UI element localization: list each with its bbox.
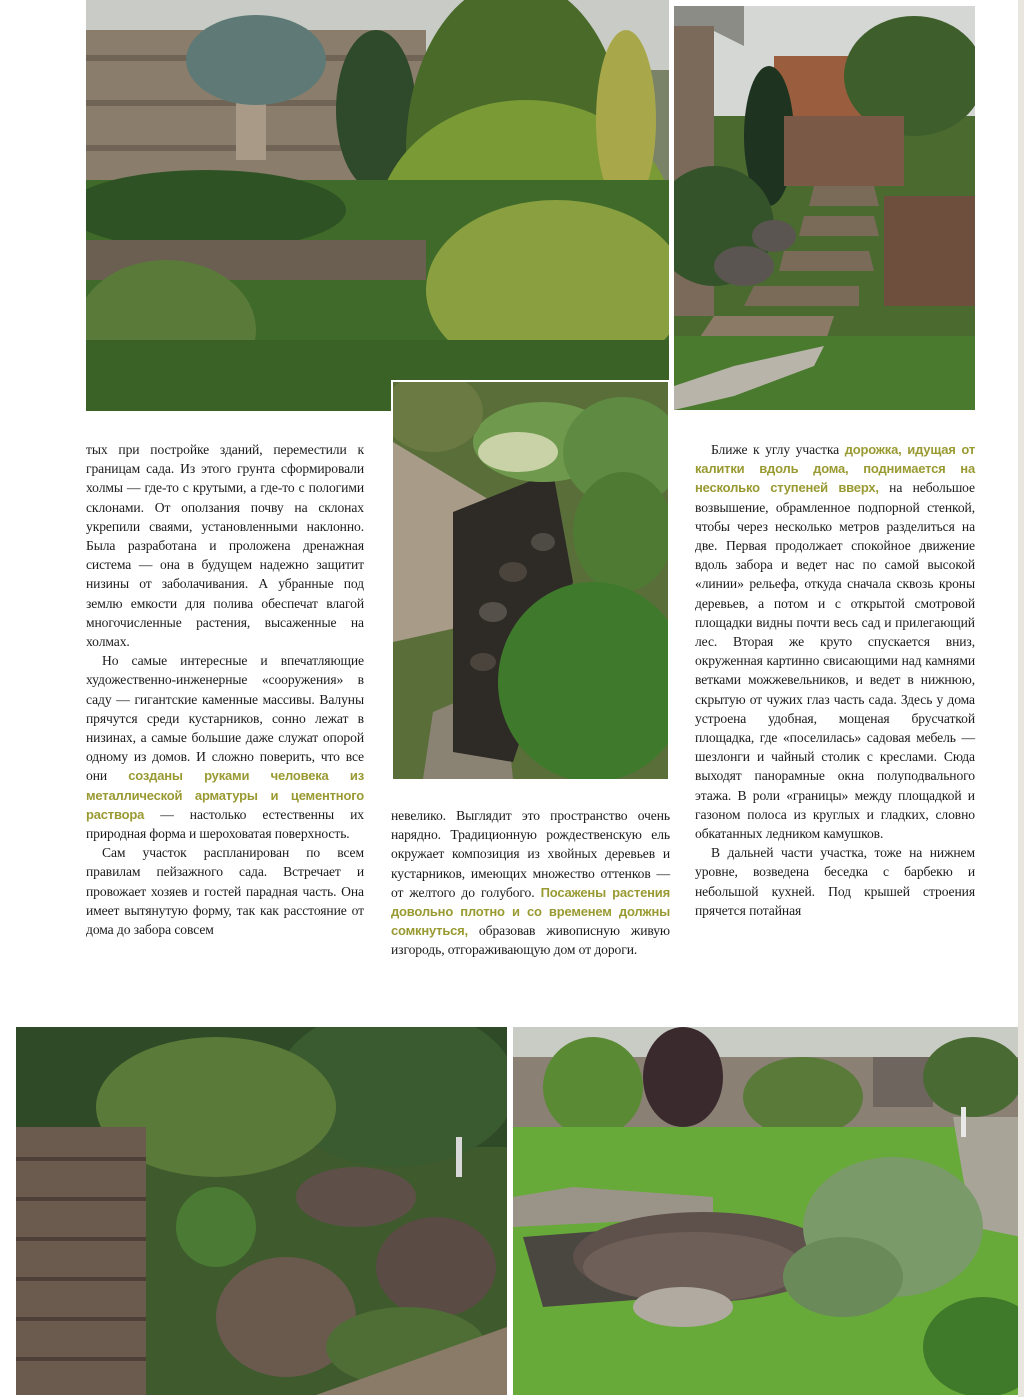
photo-rock-garden (16, 1027, 507, 1395)
text-column-middle (391, 806, 670, 960)
text-run: невелико. Выглядит это пространство очень нарядно. Традиционную рождественскую ель окружает композиция из хвойных деревьев и кустарников, имеющих множество оттенков — от желтого до голубого. (391, 808, 670, 900)
text-run: Ближе к углу участка (711, 442, 845, 457)
paragraph (86, 651, 364, 843)
text-column-left (86, 440, 364, 939)
highlight-text: созданы руками человека из металлической арматуры и цементного раствора (86, 768, 364, 822)
highlight-text: Посажены растения довольно плотно и со временем должны сомкнуться, (391, 884, 670, 939)
text-run: Но самые интересные и впечатляющие художественно-инженерные «сооружения» в саду — гигантские каменные массивы. Валуны прячутся среди кустарников, сонно лежат в низинах, а самые большие даже служат опорой одному из домов. И сложно поверить, что все они (86, 653, 364, 784)
paragraph (391, 806, 670, 960)
highlight-text: дорожка, идущая от калитки вдоль дома, поднимается на несколько ступеней вверх, (695, 442, 975, 496)
page-edge-strip (1018, 0, 1024, 1397)
text-run: на небольшое возвышение, обрамленное подпорной стенкой, чтобы через несколько метров разделиться на две. Первая продолжает спокойное движение вдоль забора и ведет нас по самой высокой «линии» рельефа, откуда сначала сквозь кроны деревьев, а потом и с открытой смотровой площадки видны почти весь сад и прилегающий лес. Вторая же круто спускается вниз, окруженная картинно свисающими над камнями ветками можжевельников, и ведет в нижнюю, скрытую от чужих глаз часть сада. Здесь у дома устроена удобная, мощеная брусчаткой площадка, где «поселилась» садовая мебель — шезлонги и чайный столик с креслами. Сюда выходят панорамные окна полуподвального этажа. В роли «границы» между площадкой и газоном полоса из круглых и гладких, словно обкатанных ледником камушков. (695, 480, 975, 842)
paragraph: Сам участок распланирован по всем правилам пейзажного сада. Встречает и провожает хозяев и гостей парадная часть. Она имеет вытянутую форму, так как расстояние от дома до забора совсем (86, 845, 364, 938)
text-column-right (695, 440, 975, 920)
paragraph: тых при постройке зданий, переместили к границам сада. Из этого грунта сформировали холмы — где-то с крутыми, а где-то с пологими склонами. От оползания почву на склонах укрепили сваями, установленными наклонно. Была разработана и проложена дренажная система — она в будущем надежно защитит низины от заболачивания. А убранные под землю емкости для полива обеспечат влагой многочисленные растения, высаженные на холмах. (86, 442, 364, 650)
photo-lawn-boulder (513, 1027, 1021, 1395)
paragraph (695, 440, 975, 843)
text-run: образовав живописную живую изгородь, отгораживающую дом от дороги. (391, 923, 670, 958)
text-run: — настолько естественны их природная форма и шероховатая поверхность. (86, 806, 364, 842)
photo-hosta-pebbles (391, 380, 670, 781)
photo-stone-steps (674, 6, 975, 410)
photo-garden-conifers (86, 0, 669, 411)
paragraph: В дальней части участка, тоже на нижнем уровне, возведена беседка с барбекю и небольшой кухней. Под крышей строения прячется потайная (695, 845, 975, 918)
